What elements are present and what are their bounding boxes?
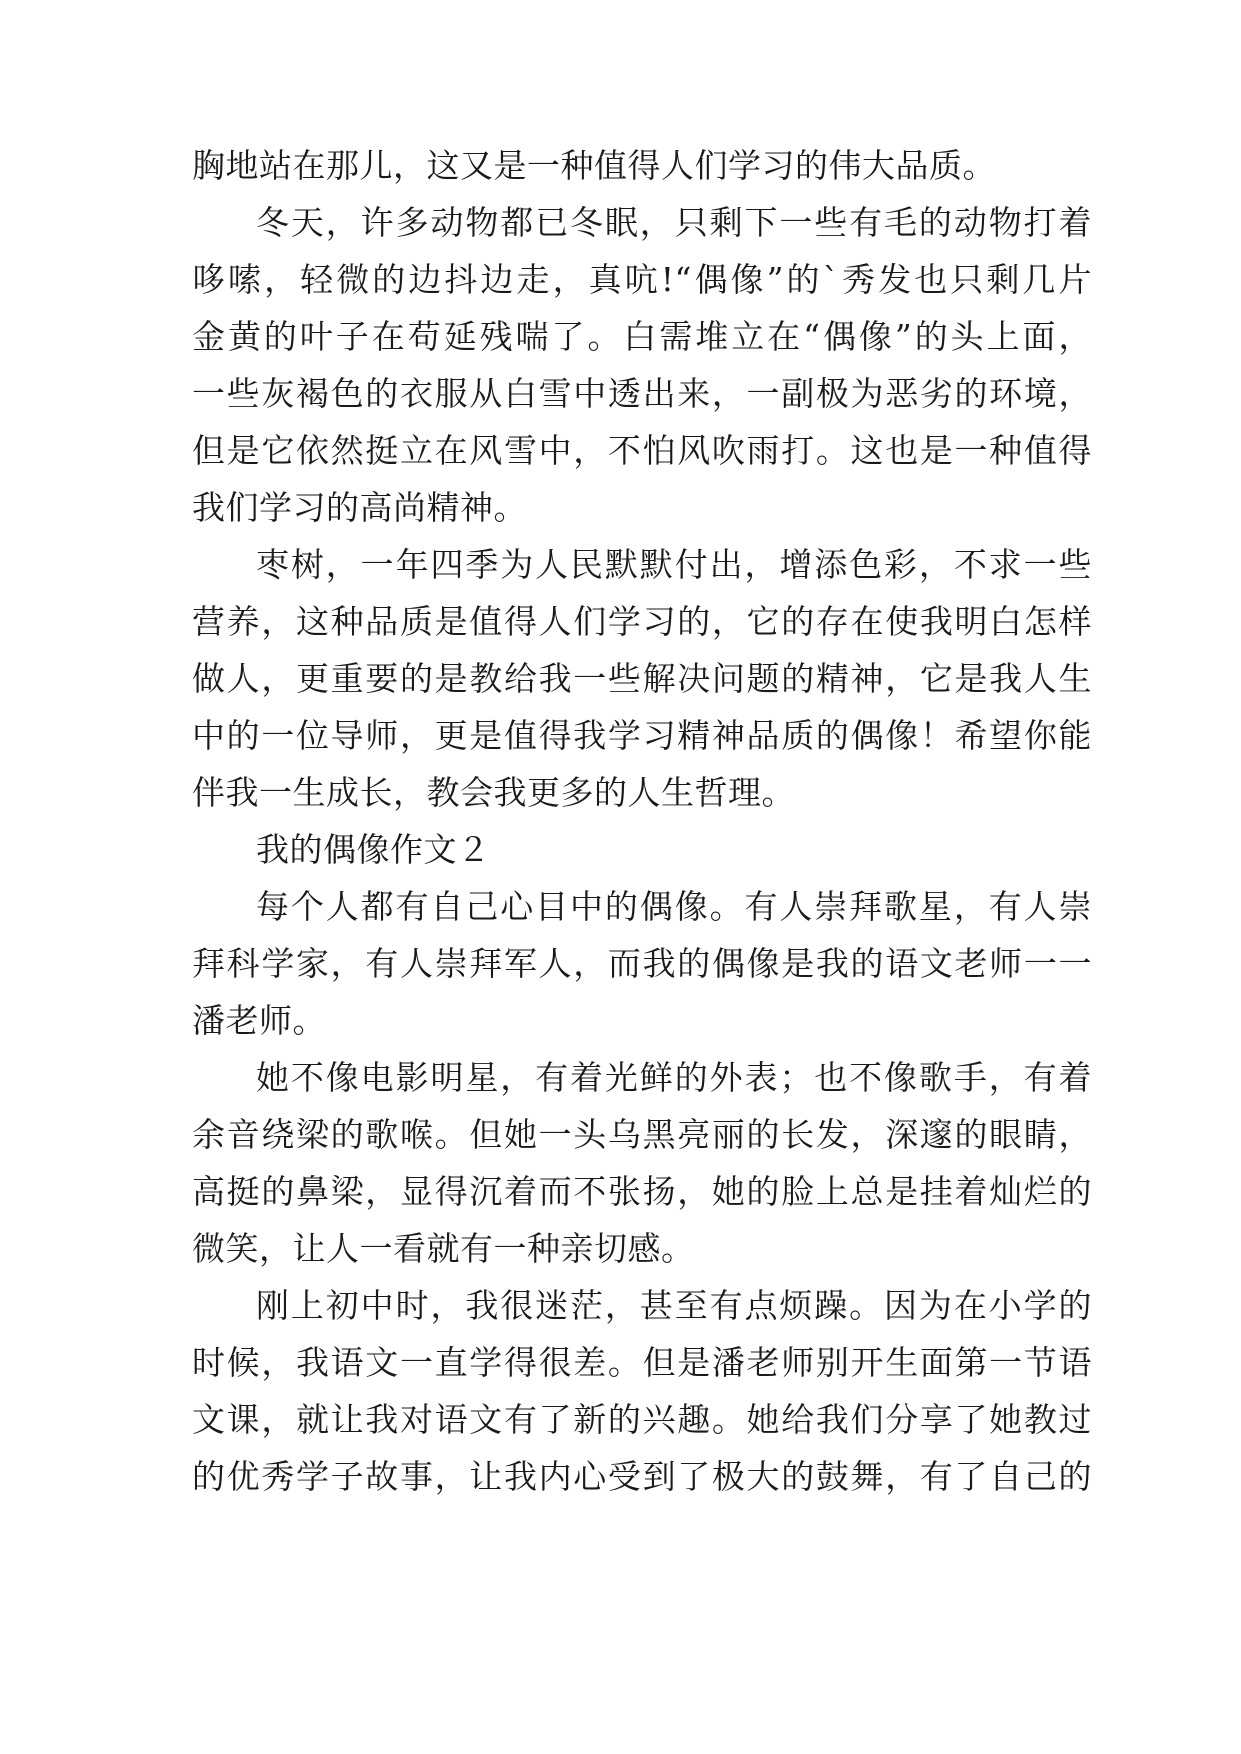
text-line: 枣树，一年四季为人民默默付出，增添色彩，不求一些 [256, 545, 1092, 584]
text-line: 做人，更重要的是教给我一些解决问题的精神，它是我人生 [192, 659, 1092, 698]
text-line: 伴我一生成长，教会我更多的人生哲理。 [192, 773, 795, 812]
text-line: 拜科学家，有人崇拜军人，而我的偶像是我的语文老师一一 [192, 944, 1092, 983]
text-line: 微笑，让人一看就有一种亲切感。 [192, 1229, 695, 1268]
text-line: 她不像电影明星，有着光鲜的外表；也不像歌手，有着 [256, 1058, 1092, 1097]
text-line: 冬天，许多动物都已冬眠，只剩下一些有毛的动物打着 [256, 203, 1092, 242]
text-line: 中的一位导师，更是值得我学习精神品质的偶像！希望你能 [192, 716, 1092, 755]
text-line: 但是它依然挺立在风雪中，不怕风吹雨打。这也是一种值得 [192, 431, 1092, 470]
text-line: 潘老师。 [192, 1001, 326, 1040]
text-line: 营养，这种品质是值得人们学习的，它的存在使我明白怎样 [192, 602, 1092, 641]
text-line: 哆嗦，轻微的边抖边走，真吭!“偶像”的`秀发也只剩几片 [192, 260, 1092, 299]
text-line: 高挺的鼻梁，显得沉着而不张扬，她的脸上总是挂着灿烂的 [192, 1172, 1092, 1211]
text-line: 我们学习的高尚精神。 [192, 488, 527, 527]
section-heading: 我的偶像作文２ [256, 830, 491, 869]
text-line: 每个人都有自己心目中的偶像。有人崇拜歌星，有人崇 [256, 887, 1092, 926]
text-line: 时候，我语文一直学得很差。但是潘老师别开生面第一节语 [192, 1343, 1092, 1382]
text-line: 胸地站在那儿，这又是一种值得人们学习的伟大品质。 [192, 146, 996, 185]
text-line: 刚上初中时，我很迷茫，甚至有点烦躁。因为在小学的 [256, 1286, 1092, 1325]
text-line: 的优秀学子故事，让我内心受到了极大的鼓舞，有了自己的 [192, 1457, 1092, 1496]
text-line: 金黄的叶子在苟延残喘了。白需堆立在“偶像”的头上面， [192, 317, 1092, 356]
text-line: 一些灰褐色的衣服从白雪中透出来，一副极为恶劣的环境， [192, 374, 1092, 413]
text-line: 文课，就让我对语文有了新的兴趣。她给我们分享了她教过 [192, 1400, 1092, 1439]
text-line: 余音绕梁的歌喉。但她一头乌黑亮丽的长发，深邃的眼睛， [192, 1115, 1092, 1154]
